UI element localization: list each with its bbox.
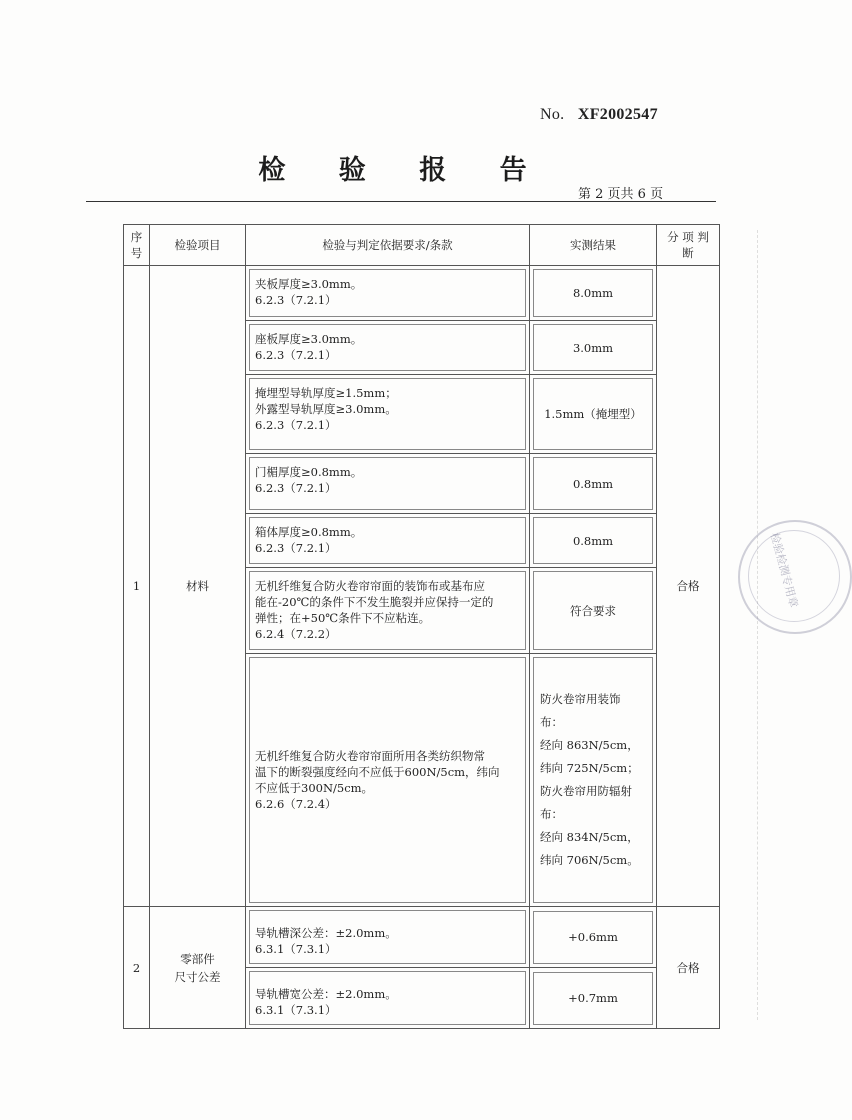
- header-divider: [86, 201, 716, 202]
- result-line: 符合要求: [570, 603, 616, 618]
- binding-line: [757, 230, 758, 1020]
- report-number-value: XF2002547: [577, 106, 658, 123]
- cell-requirement: [246, 321, 530, 375]
- cell-result: [530, 375, 657, 454]
- table-row: [124, 907, 720, 968]
- inspection-table: [123, 224, 720, 1029]
- cell-requirement: [246, 568, 530, 654]
- cell-result: [530, 454, 657, 514]
- requirement-line: 外露型导轨厚度≥3.0mm。: [255, 402, 397, 416]
- result-line: 3.0mm: [572, 340, 614, 355]
- result-line: 布：: [540, 715, 563, 729]
- result-box: [533, 457, 653, 510]
- result-box: [533, 517, 653, 564]
- requirement-line: 座板厚度≥3.0mm。: [255, 332, 363, 346]
- result-box: [533, 911, 653, 964]
- cell-result: [530, 321, 657, 375]
- requirement-box: [249, 269, 526, 317]
- cell-seq: 1: [124, 266, 150, 907]
- cell-result: [530, 514, 657, 568]
- result-line: 防火卷帘用装饰: [540, 692, 621, 706]
- result-line: 0.8mm: [572, 533, 614, 548]
- header-result: 实测结果: [530, 225, 657, 266]
- result-line: 防火卷帘用防辐射: [540, 784, 632, 798]
- cell-requirement: [246, 266, 530, 321]
- cell-requirement: [246, 514, 530, 568]
- cell-result: [530, 266, 657, 321]
- requirement-line: 6.2.3（7.2.1）: [255, 348, 337, 362]
- report-number-label: No.: [540, 106, 565, 123]
- cell-item: [150, 907, 246, 1029]
- requirement-box: [249, 324, 526, 371]
- cell-requirement: [246, 968, 530, 1029]
- cell-result: [530, 968, 657, 1029]
- result-line: +0.6mm: [568, 930, 618, 944]
- result-line: 纬向 706N/5cm。: [540, 853, 639, 867]
- requirement-line: 箱体厚度≥0.8mm。: [255, 525, 363, 539]
- requirement-line: 不应低于300N/5cm。: [255, 781, 374, 795]
- cell-result: [530, 568, 657, 654]
- cell-item-line: 零部件: [180, 951, 215, 966]
- requirement-box: [249, 971, 526, 1025]
- requirement-line: 弹性；在+50℃条件下不应粘连。: [255, 611, 431, 625]
- cell-requirement: [246, 907, 530, 968]
- stamp-seal-icon: [738, 520, 852, 634]
- header-requirement: 检验与判定依据要求/条款: [246, 225, 530, 266]
- header-seq: 序号: [124, 225, 150, 266]
- cell-result: [530, 907, 657, 968]
- requirement-line: 6.3.1（7.3.1）: [255, 1003, 337, 1017]
- cell-seq: 2: [124, 907, 150, 1029]
- requirement-line: 6.3.1（7.3.1）: [255, 942, 337, 956]
- result-box: [533, 657, 653, 903]
- requirement-box: [249, 517, 526, 564]
- requirement-line: 6.2.3（7.2.1）: [255, 418, 337, 432]
- requirement-box: [249, 571, 526, 650]
- requirement-line: 无机纤维复合防火卷帘帘面的装饰布或基布应: [255, 579, 485, 593]
- result-line: 0.8mm: [572, 476, 614, 491]
- result-box: [533, 324, 653, 371]
- result-box: [533, 378, 653, 450]
- requirement-line: 6.2.6（7.2.4）: [255, 797, 337, 811]
- result-line: 经向 863N/5cm，: [540, 738, 639, 752]
- cell-result: [530, 654, 657, 907]
- requirement-line: 6.2.3（7.2.1）: [255, 481, 337, 495]
- requirement-line: 无机纤维复合防火卷帘帘面所用各类纺织物常: [255, 749, 485, 763]
- table-body: [124, 266, 720, 1029]
- cell-item-line: 尺寸公差: [174, 969, 221, 984]
- requirement-line: 导轨槽深公差：±2.0mm。: [255, 926, 397, 940]
- cell-requirement: [246, 375, 530, 454]
- stamp-seal-text: 检验检测专用章: [767, 531, 801, 609]
- requirement-box: [249, 910, 526, 964]
- requirement-line: 门楣厚度≥0.8mm。: [255, 465, 363, 479]
- requirement-box: [249, 657, 526, 903]
- requirement-box: [249, 378, 526, 450]
- cell-judgement: 合格: [657, 266, 720, 907]
- requirement-line: 掩埋型导轨厚度≥1.5mm；: [255, 386, 397, 400]
- cell-requirement: [246, 454, 530, 514]
- requirement-line: 导轨槽宽公差：±2.0mm。: [255, 987, 397, 1001]
- result-line: +0.7mm: [568, 991, 618, 1005]
- header-item: 检验项目: [150, 225, 246, 266]
- requirement-line: 6.2.4（7.2.2）: [255, 627, 337, 641]
- result-box: [533, 972, 653, 1025]
- result-line: 布：: [540, 807, 563, 821]
- requirement-line: 6.2.3（7.2.1）: [255, 293, 337, 307]
- page-title: 检 验 报 告: [258, 155, 549, 186]
- requirement-box: [249, 457, 526, 510]
- report-number: [540, 104, 658, 124]
- requirement-line: 能在-20℃的条件下不发生脆裂并应保持一定的: [255, 595, 494, 609]
- result-box: [533, 269, 653, 317]
- table-row: [124, 266, 720, 321]
- cell-item: 材料: [150, 266, 246, 907]
- result-line: 纬向 725N/5cm；: [540, 761, 639, 775]
- requirement-line: 夹板厚度≥3.0mm。: [255, 277, 363, 291]
- result-line: 8.0mm: [572, 286, 614, 300]
- page-info: 第 2 页共 6 页: [578, 187, 664, 202]
- requirement-line: 温下的断裂强度经向不应低于600N/5cm，纬向: [255, 765, 500, 779]
- result-box: [533, 571, 653, 650]
- result-line: 1.5mm（掩埋型）: [544, 407, 642, 421]
- requirement-line: 6.2.3（7.2.1）: [255, 541, 337, 555]
- result-line: 经向 834N/5cm，: [540, 830, 639, 844]
- header-judgement: 分 项 判 断: [657, 225, 720, 266]
- cell-judgement: 合格: [657, 907, 720, 1029]
- cell-requirement: [246, 654, 530, 907]
- table-header-row: [124, 225, 720, 266]
